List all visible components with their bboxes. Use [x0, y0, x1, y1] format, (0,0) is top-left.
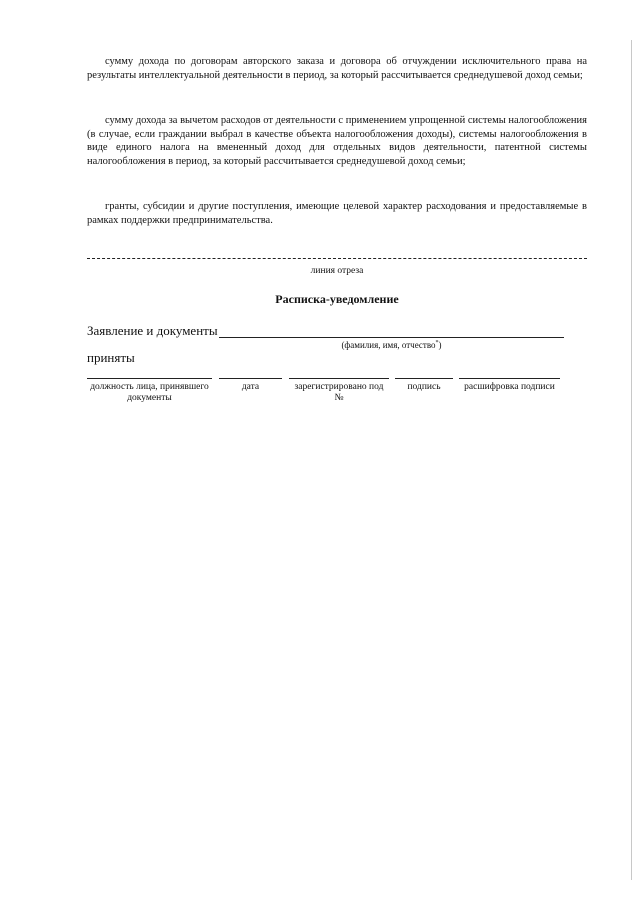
registration-number-field[interactable] — [289, 378, 389, 379]
accepted-label: приняты — [87, 350, 135, 365]
signature-decoding-field[interactable] — [459, 378, 560, 379]
position-field[interactable] — [87, 378, 212, 379]
docs-label: Заявление и документы — [87, 323, 218, 338]
receipt-title: Расписка-уведомление — [275, 292, 399, 306]
income-paragraph-grants: гранты, субсидии и другие поступления, имеющие целевой характер расходования и предоставляемые в рамках поддержки предпринимательства. — [87, 201, 587, 226]
date-field[interactable] — [219, 378, 282, 379]
scan-edge-line — [631, 40, 632, 880]
cut-line-caption: линия отреза — [310, 266, 364, 276]
cut-line — [87, 258, 587, 259]
income-paragraph-author-contracts: сумму дохода по договорам авторского заказа и договора об отчуждении исключительного права на результаты интеллектуальной деятельности в период, за который рассчитывается среднедушевой доход семьи; — [87, 56, 587, 81]
signature-label: подпись — [407, 382, 441, 392]
income-paragraph-simplified-tax: сумму дохода за вычетом расходов от деятельности с применением упрощенной системы налогообложения (в случае, если граждании выбрал в качестве объекта налогообложения доходы), системы налогообложения в виде единого налога на вмененный доход для отдельных видов деятельности, патентной системы налогообложения в период, за который рассчитывается среднедушевой доход семьи; — [87, 115, 587, 167]
applicant-name-hint: (фамилия, имя, отчество*) — [341, 340, 442, 350]
registration-number-label: зарегистрировано под № — [294, 382, 384, 403]
position-label: должность лица, принявшего документы — [90, 382, 209, 403]
date-label: дата — [241, 382, 260, 392]
applicant-name-field[interactable] — [219, 337, 564, 338]
signature-field[interactable] — [395, 378, 453, 379]
signature-decoding-label: расшифровка подписи — [464, 382, 555, 392]
